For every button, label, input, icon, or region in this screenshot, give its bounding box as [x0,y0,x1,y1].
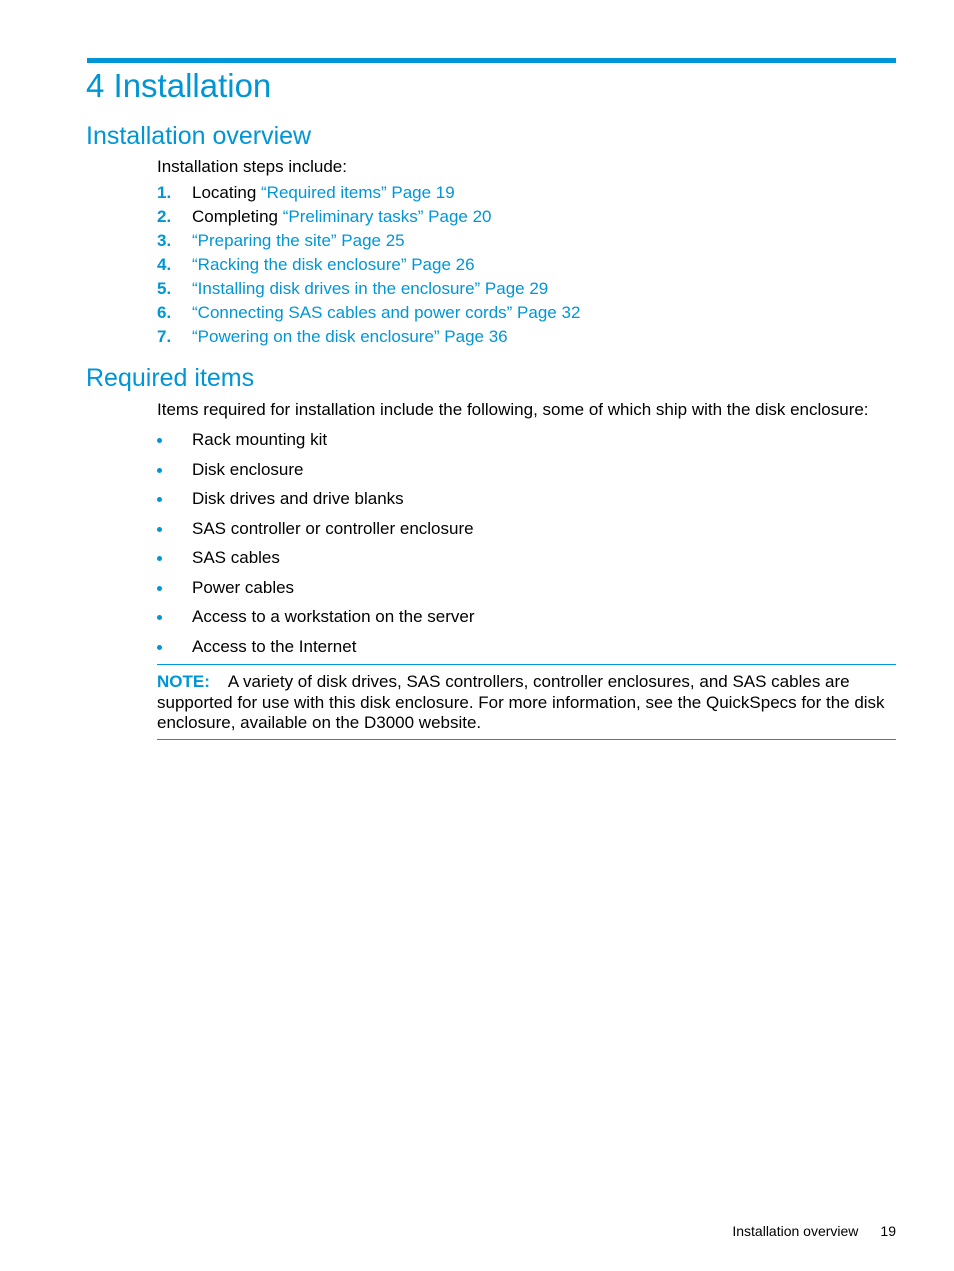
bullet-icon [157,468,162,473]
step-number: 1. [157,183,172,202]
step-link-connecting-cables[interactable]: “Connecting SAS cables and power cords” Page 32 [192,303,581,322]
chapter-top-rule [87,58,896,63]
step-number: 3. [157,231,172,250]
installation-steps-intro: Installation steps include: [157,157,347,176]
step-number: 7. [157,327,172,346]
note-text: A variety of disk drives, SAS controllers, controller enclosures, and SAS cables are supported for use with this disk enclosure. For more information, see the QuickSpecs for the disk enclosure, available on the D3000 website. [157,672,885,732]
step-link-installing-drives[interactable]: “Installing disk drives in the enclosure” Page 29 [192,279,549,298]
bullet-icon [157,438,162,443]
list-item-text: Disk drives and drive blanks [192,489,404,508]
page-number: 19 [880,1223,896,1239]
step-number: 5. [157,279,172,298]
step-link-required-items[interactable]: “Required items” Page 19 [261,183,455,202]
bullet-icon [157,497,162,502]
section-title-installation-overview: Installation overview [86,122,312,150]
step-link-racking-enclosure[interactable]: “Racking the disk enclosure” Page 26 [192,255,475,274]
step-text [192,302,580,324]
bullet-icon [157,615,162,620]
step-prefix: Locating [192,183,261,202]
step-text [192,278,548,300]
step-text [192,326,508,348]
list-item-text: SAS cables [192,548,280,567]
step-prefix: Completing [192,207,283,226]
list-item-text: Rack mounting kit [192,430,328,449]
step-text [192,182,455,204]
list-item-text: Access to a workstation on the server [192,607,475,626]
step-text [192,230,405,252]
list-item-text: Disk enclosure [192,459,304,479]
section-title-required-items: Required items [86,364,255,392]
list-item-text: Access to the Internet [192,636,357,656]
list-item-text: Power cables [192,577,295,597]
footer-section-title: Installation overview [732,1223,859,1239]
step-number: 4. [157,255,172,274]
bullet-icon [157,556,162,561]
step-text [192,254,475,276]
list-item-text: SAS controller or controller enclosure [192,518,474,538]
step-link-preliminary-tasks[interactable]: “Preliminary tasks” Page 20 [282,207,492,226]
chapter-title: 4 Installation [86,67,272,104]
step-text [192,206,492,228]
step-number: 6. [157,303,172,322]
bullet-icon [157,645,162,650]
step-link-powering-on[interactable]: “Powering on the disk enclosure” Page 36 [192,327,508,346]
page-footer [732,1222,896,1240]
note-box [157,664,896,740]
step-number: 2. [157,207,172,226]
note-label: NOTE: [157,672,210,691]
bullet-icon [157,527,162,532]
required-items-intro: Items required for installation include the following, some of which ship with the disk enclosure: [157,400,869,419]
step-link-preparing-site[interactable]: “Preparing the site” Page 25 [192,231,405,250]
bullet-icon [157,586,162,591]
